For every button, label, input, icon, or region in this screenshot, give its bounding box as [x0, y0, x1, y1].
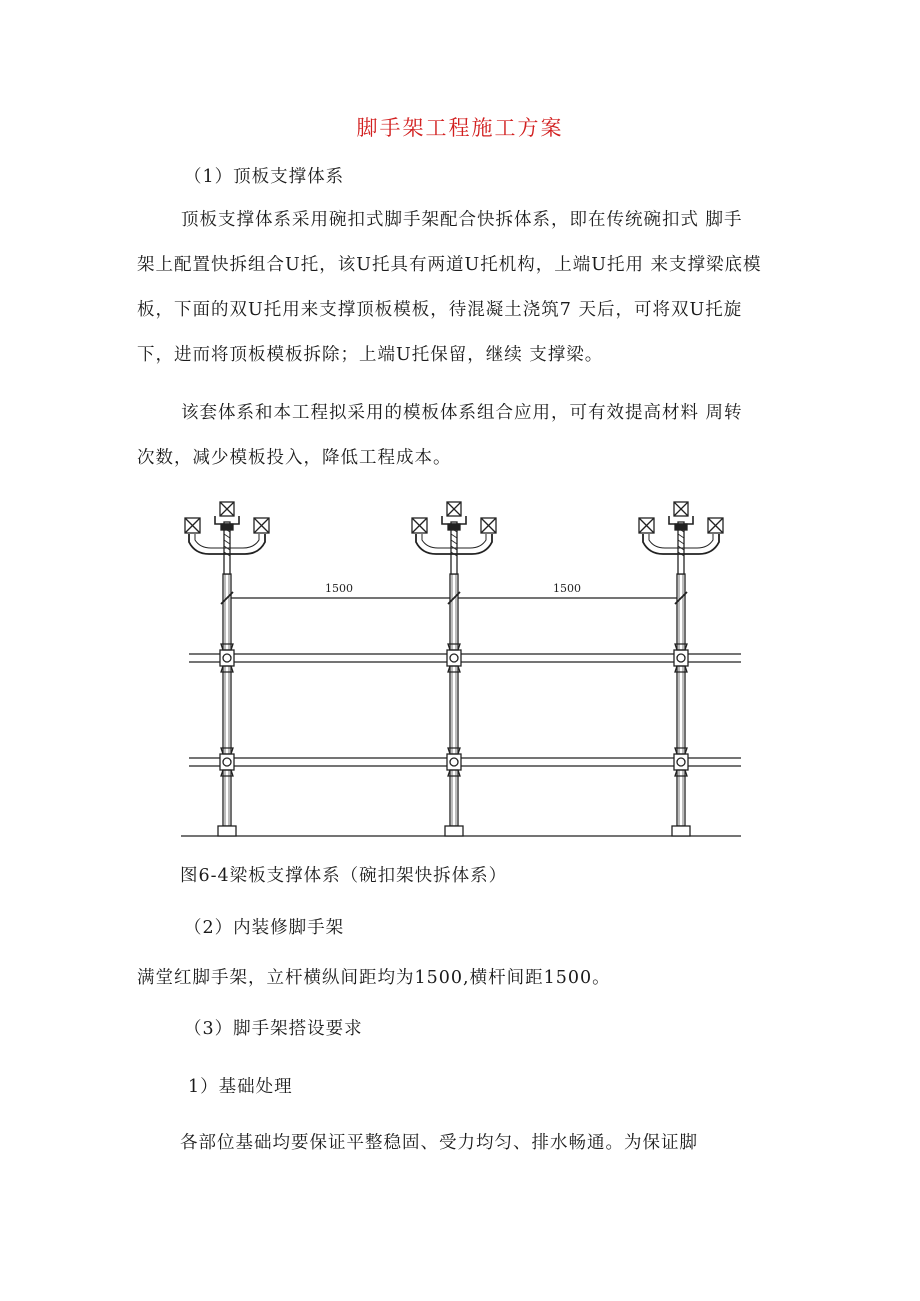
paragraph-1-line: 板，下面的双U托用来支撑顶板模板，待混凝土浇筑7 天后，可将双U托旋 [137, 300, 743, 320]
section-2-heading: （2）内装修脚手架 [184, 918, 345, 938]
paragraph-2-line: 该套体系和本工程拟采用的模板体系组合应用，可有效提高材料 周转 [181, 403, 743, 423]
paragraph-1-line: 顶板支撑体系采用碗扣式脚手架配合快拆体系，即在传统碗扣式 脚手 [181, 210, 743, 230]
scaffold-support-diagram [175, 494, 747, 844]
document-title: 脚手架工程施工方案 [356, 116, 564, 140]
paragraph-1-line: 下，进而将顶板模板拆除；上端U托保留，继续 支撑梁。 [137, 345, 604, 365]
section-3-text: 各部位基础均要保证平整稳固、受力均匀、排水畅通。为保证脚 [180, 1133, 698, 1153]
scaffold-post [185, 502, 269, 836]
section-3-subheading: 1）基础处理 [188, 1077, 293, 1097]
section-3-heading: （3）脚手架搭设要求 [184, 1019, 363, 1039]
paragraph-2 [137, 391, 787, 481]
figure-caption: 图6-4梁板支撑体系（碗扣架快拆体系） [180, 866, 508, 886]
dimension-label-right: 1500 [553, 582, 581, 595]
dimension-label-left: 1500 [325, 582, 353, 595]
paragraph-1 [137, 198, 787, 378]
paragraph-1-line: 架上配置快拆组合U托，该U托具有两道U托机构，上端U托用 来支撑梁底模 [137, 255, 762, 275]
paragraph-2-line: 次数，减少模板投入，降低工程成本。 [137, 448, 452, 468]
section-1-heading: （1）顶板支撑体系 [184, 167, 345, 187]
section-2-text: 满堂红脚手架，立杆横纵间距均为1500,横杆间距1500。 [137, 968, 611, 988]
